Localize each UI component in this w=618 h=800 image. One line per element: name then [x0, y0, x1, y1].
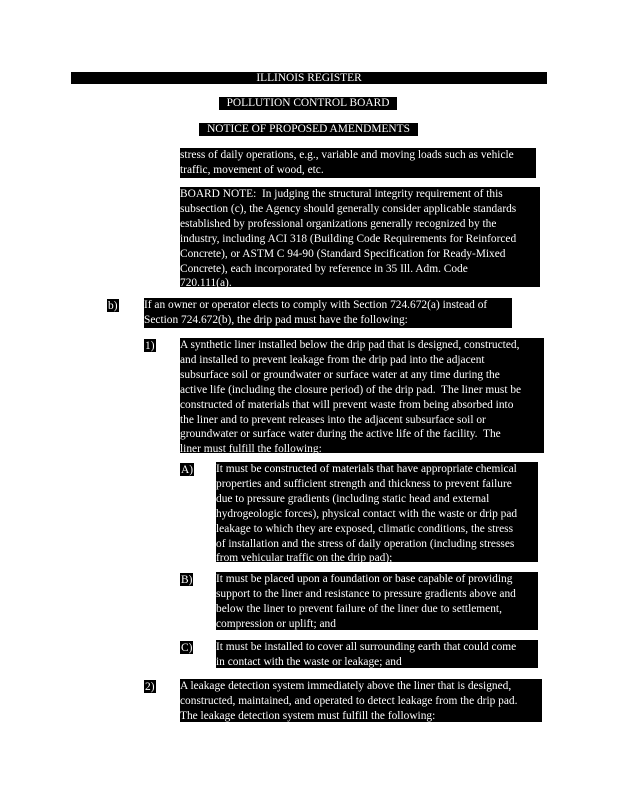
item-A-text: It must be constructed of materials that have appropriate chemical properties and sufficient strength and thickness to prevent failure due to pressure gradients (including static head and external hydrogeologic forces), physical contact with the waste or drip pad leakage to which they are exposed, climatic conditions, the stress of installation and the stress of daily operation (including stresses from vehicular traffic on the drip pad); — [216, 462, 538, 562]
register-title: ILLINOIS REGISTER — [256, 72, 362, 84]
item-1-text: A synthetic liner installed below the drip pad that is designed, constructed, and installed to prevent leakage from the drip pad into the adjacent subsurface soil or groundwater or surface water at any time during the active life (including the closure period) of the drip pad. The liner must be constructed of materials that will prevent waste from being absorbed into the liner and to prevent releases into the adjacent subsurface soil or groundwater or surface water during the active life of the facility. The liner must fulfill the following: — [180, 338, 544, 453]
board-title: POLLUTION CONTROL BOARD — [219, 97, 397, 110]
board-note: BOARD NOTE: In judging the structural integrity requirement of this subsection (c), the Agency should generally consider applicable standards established by professional organizations generally recognized by the industry, including ACI 318 (Building Code Requirements for Reinforced Concrete), or ASTM C 94-90 (Standard Specification for Ready-Mixed Concrete), each incorporated by reference in 35 Ill. Adm. Code 720.111(a). — [180, 187, 540, 287]
notice-title: NOTICE OF PROPOSED AMENDMENTS — [199, 123, 418, 136]
item-B-label: B) — [181, 574, 193, 586]
item-2-text: A leakage detection system immediately above the liner that is designed, constructed, maintained, and operated to detect leakage from the drip pad. The leakage detection system must fulfill the following: — [180, 679, 542, 722]
section-b-text: If an owner or operator elects to comply with Section 724.672(a) instead of Section 724.672(b), the drip pad must have the following: — [144, 298, 512, 328]
item-C-text: It must be installed to cover all surrounding earth that could come in contact with the waste or leakage; and — [216, 640, 538, 668]
item-C-label: C) — [181, 642, 193, 654]
item-2-label: 2) — [145, 681, 155, 693]
continuation-paragraph: stress of daily operations, e.g., variable and moving loads such as vehicle traffic, movement of wood, etc. — [180, 148, 536, 178]
section-b-label: b) — [108, 300, 118, 312]
item-A-label: A) — [181, 464, 194, 476]
item-B-text: It must be placed upon a foundation or base capable of providing support to the liner and resistance to pressure gradients above and below the liner to prevent failure of the liner due to settlement, compression or uplift; and — [216, 572, 538, 630]
item-1-label: 1) — [145, 340, 155, 352]
